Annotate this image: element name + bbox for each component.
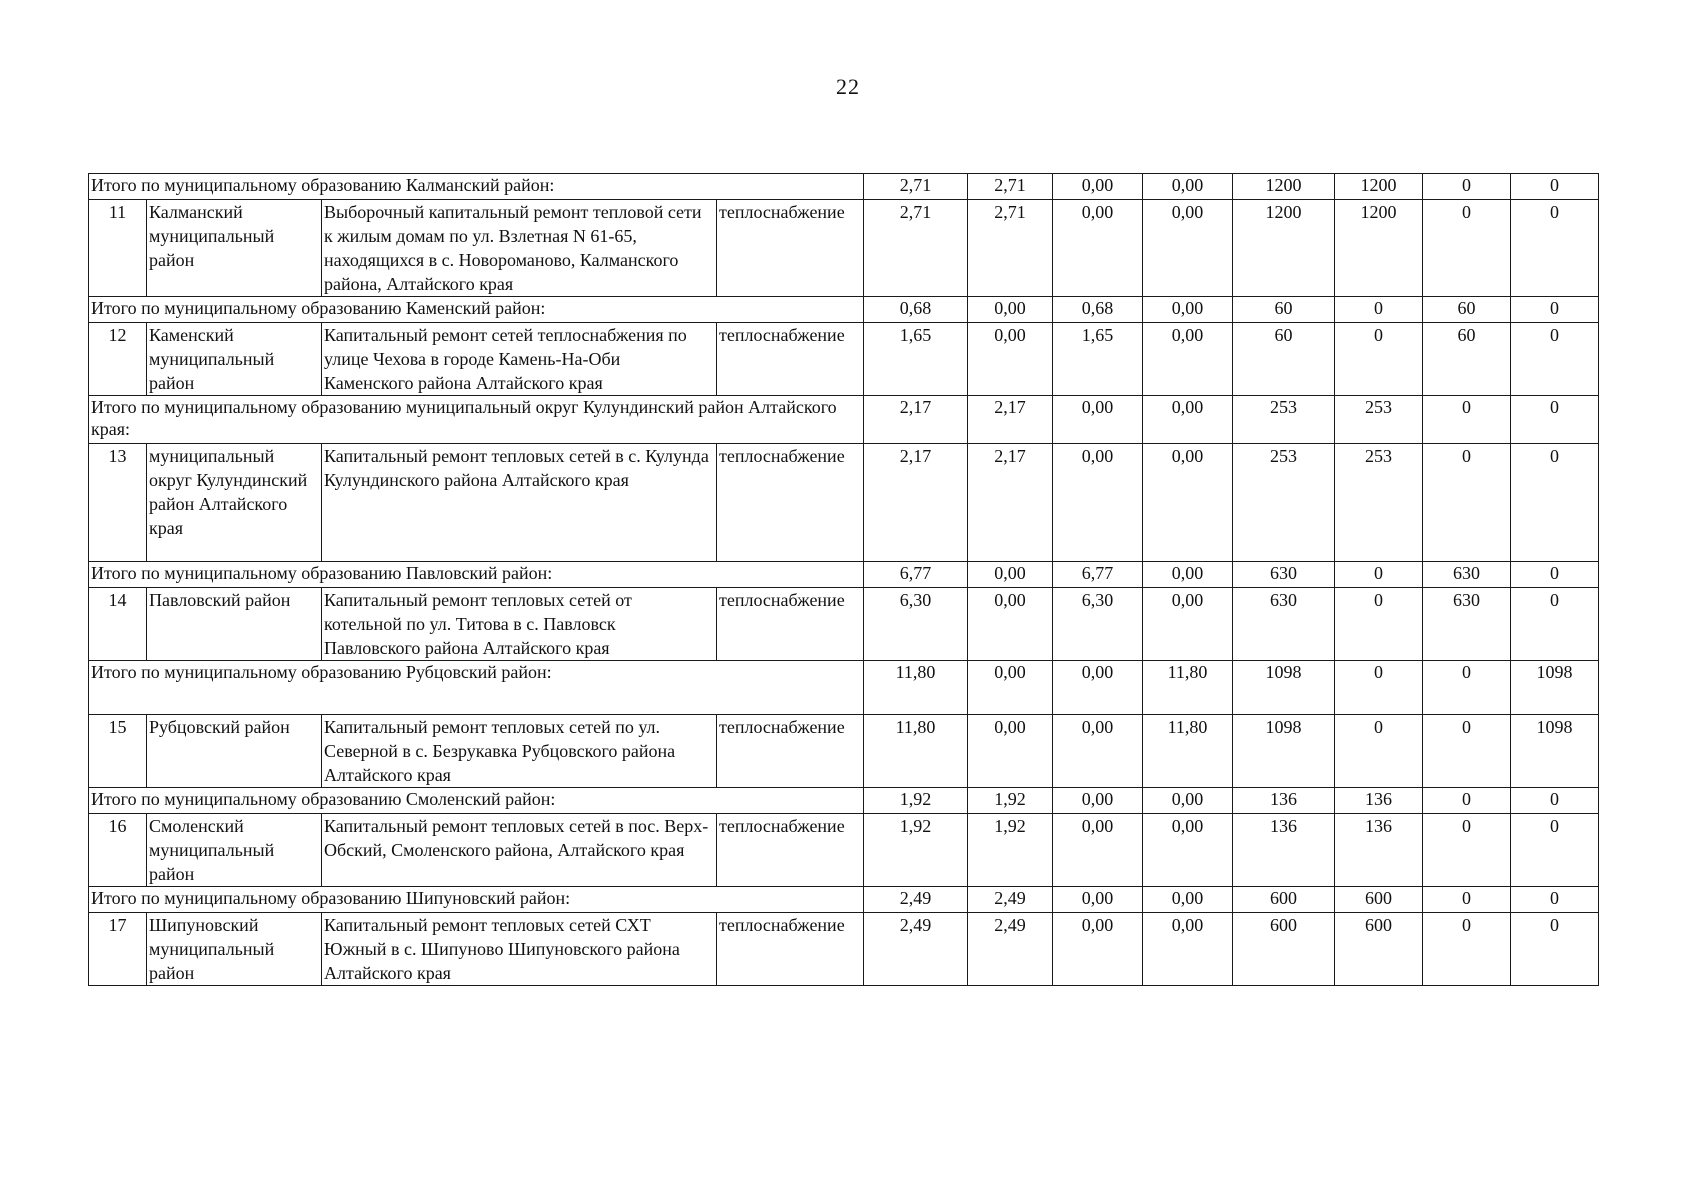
total-value: 2,17 bbox=[864, 396, 968, 444]
total-value: 0,00 bbox=[968, 562, 1053, 588]
total-value: 0,00 bbox=[1143, 788, 1233, 814]
value-cell: 0 bbox=[1511, 200, 1599, 297]
total-label: Итого по муниципальному образованию Смоленский район: bbox=[89, 788, 864, 814]
total-value: 2,17 bbox=[968, 396, 1053, 444]
municipality-cell: муниципальный округ Кулундинский район Алтайского края bbox=[147, 444, 322, 562]
total-value: 60 bbox=[1233, 297, 1335, 323]
total-value: 0 bbox=[1335, 297, 1423, 323]
table-row bbox=[89, 814, 1599, 887]
value-cell: 1,65 bbox=[864, 323, 968, 396]
value-cell: 1098 bbox=[1511, 715, 1599, 788]
total-value: 0,00 bbox=[1143, 887, 1233, 913]
value-cell: 630 bbox=[1423, 588, 1511, 661]
total-value: 0 bbox=[1423, 174, 1511, 200]
total-value: 0,00 bbox=[1143, 396, 1233, 444]
value-cell: 2,49 bbox=[968, 913, 1053, 986]
value-cell: 0 bbox=[1511, 323, 1599, 396]
type-cell: теплоснабжение bbox=[717, 323, 864, 396]
description-cell: Капитальный ремонт сетей теплоснабжения по улице Чехова в городе Камень-На-Оби Каменского района Алтайского края bbox=[322, 323, 717, 396]
total-row bbox=[89, 661, 1599, 715]
total-row bbox=[89, 788, 1599, 814]
municipality-cell: Павловский район bbox=[147, 588, 322, 661]
description-cell: Капитальный ремонт тепловых сетей в с. Кулунда Кулундинского района Алтайского края bbox=[322, 444, 717, 562]
total-value: 0,00 bbox=[968, 297, 1053, 323]
value-cell: 2,71 bbox=[968, 200, 1053, 297]
value-cell: 0 bbox=[1423, 444, 1511, 562]
value-cell: 0,00 bbox=[1143, 588, 1233, 661]
total-value: 0,00 bbox=[1143, 174, 1233, 200]
total-row bbox=[89, 396, 1599, 444]
value-cell: 0 bbox=[1511, 814, 1599, 887]
description-cell: Капитальный ремонт тепловых сетей по ул. Северной в с. Безрукавка Рубцовского района Алтайского края bbox=[322, 715, 717, 788]
total-value: 0,00 bbox=[1053, 788, 1143, 814]
total-value: 0 bbox=[1423, 887, 1511, 913]
value-cell: 0,00 bbox=[1143, 200, 1233, 297]
value-cell: 600 bbox=[1335, 913, 1423, 986]
municipality-cell: Шипуновский муниципальный район bbox=[147, 913, 322, 986]
value-cell: 1,65 bbox=[1053, 323, 1143, 396]
value-cell: 0,00 bbox=[1053, 814, 1143, 887]
value-cell: 2,71 bbox=[864, 200, 968, 297]
total-value: 1,92 bbox=[864, 788, 968, 814]
total-value: 2,71 bbox=[864, 174, 968, 200]
total-value: 253 bbox=[1335, 396, 1423, 444]
table-row bbox=[89, 715, 1599, 788]
value-cell: 0,00 bbox=[1053, 444, 1143, 562]
value-cell: 136 bbox=[1335, 814, 1423, 887]
row-index: 15 bbox=[89, 715, 147, 788]
value-cell: 0,00 bbox=[968, 588, 1053, 661]
value-cell: 0 bbox=[1511, 588, 1599, 661]
total-value: 0 bbox=[1423, 396, 1511, 444]
total-value: 11,80 bbox=[864, 661, 968, 715]
value-cell: 0,00 bbox=[1053, 200, 1143, 297]
total-value: 600 bbox=[1233, 887, 1335, 913]
total-value: 0,68 bbox=[1053, 297, 1143, 323]
total-value: 0,00 bbox=[1053, 396, 1143, 444]
total-value: 0 bbox=[1335, 562, 1423, 588]
value-cell: 0,00 bbox=[1143, 913, 1233, 986]
table-row bbox=[89, 444, 1599, 562]
value-cell: 1200 bbox=[1233, 200, 1335, 297]
total-value: 1200 bbox=[1335, 174, 1423, 200]
total-value: 0 bbox=[1423, 661, 1511, 715]
value-cell: 0 bbox=[1335, 715, 1423, 788]
total-value: 0,00 bbox=[1053, 174, 1143, 200]
type-cell: теплоснабжение bbox=[717, 715, 864, 788]
value-cell: 600 bbox=[1233, 913, 1335, 986]
value-cell: 11,80 bbox=[864, 715, 968, 788]
type-cell: теплоснабжение bbox=[717, 444, 864, 562]
total-value: 0 bbox=[1511, 788, 1599, 814]
municipality-cell: Калманский муниципальный район bbox=[147, 200, 322, 297]
value-cell: 630 bbox=[1233, 588, 1335, 661]
table-row bbox=[89, 913, 1599, 986]
total-label: Итого по муниципальному образованию Калманский район: bbox=[89, 174, 864, 200]
total-value: 630 bbox=[1233, 562, 1335, 588]
total-value: 11,80 bbox=[1143, 661, 1233, 715]
value-cell: 0 bbox=[1511, 913, 1599, 986]
total-value: 0,00 bbox=[1053, 661, 1143, 715]
value-cell: 60 bbox=[1423, 323, 1511, 396]
row-index: 14 bbox=[89, 588, 147, 661]
value-cell: 0,00 bbox=[1053, 715, 1143, 788]
value-cell: 0 bbox=[1423, 814, 1511, 887]
total-value: 1098 bbox=[1233, 661, 1335, 715]
total-value: 0 bbox=[1511, 174, 1599, 200]
total-value: 0 bbox=[1511, 396, 1599, 444]
total-value: 0 bbox=[1511, 297, 1599, 323]
value-cell: 6,30 bbox=[864, 588, 968, 661]
municipality-cell: Рубцовский район bbox=[147, 715, 322, 788]
total-value: 1,92 bbox=[968, 788, 1053, 814]
total-value: 60 bbox=[1423, 297, 1511, 323]
page-number: 22 bbox=[836, 74, 860, 99]
total-value: 2,71 bbox=[968, 174, 1053, 200]
total-value: 253 bbox=[1233, 396, 1335, 444]
value-cell: 0 bbox=[1423, 913, 1511, 986]
municipality-cell: Каменский муниципальный район bbox=[147, 323, 322, 396]
total-value: 6,77 bbox=[864, 562, 968, 588]
total-label: Итого по муниципальному образованию Павловский район: bbox=[89, 562, 864, 588]
description-cell: Капитальный ремонт тепловых сетей в пос. Верх-Обский, Смоленского района, Алтайского края bbox=[322, 814, 717, 887]
value-cell: 0 bbox=[1423, 715, 1511, 788]
value-cell: 60 bbox=[1233, 323, 1335, 396]
value-cell: 0 bbox=[1423, 200, 1511, 297]
value-cell: 0,00 bbox=[1053, 913, 1143, 986]
value-cell: 0 bbox=[1335, 323, 1423, 396]
total-label: Итого по муниципальному образованию Каменский район: bbox=[89, 297, 864, 323]
total-value: 0 bbox=[1511, 562, 1599, 588]
type-cell: теплоснабжение bbox=[717, 200, 864, 297]
description-cell: Выборочный капитальный ремонт тепловой сети к жилым домам по ул. Взлетная N 61-65, находящихся в с. Новороманово, Калманского района, Алтайского края bbox=[322, 200, 717, 297]
value-cell: 1200 bbox=[1335, 200, 1423, 297]
table-row bbox=[89, 323, 1599, 396]
municipality-cell: Смоленский муниципальный район bbox=[147, 814, 322, 887]
description-cell: Капитальный ремонт тепловых сетей от котельной по ул. Титова в с. Павловск Павловского района Алтайского края bbox=[322, 588, 717, 661]
total-label: Итого по муниципальному образованию муниципальный округ Кулундинский район Алтайского края: bbox=[89, 396, 864, 444]
row-index: 13 bbox=[89, 444, 147, 562]
total-value: 0,68 bbox=[864, 297, 968, 323]
budget-table bbox=[88, 173, 1599, 986]
total-value: 0 bbox=[1335, 661, 1423, 715]
value-cell: 0,00 bbox=[968, 715, 1053, 788]
row-index: 11 bbox=[89, 200, 147, 297]
type-cell: теплоснабжение bbox=[717, 814, 864, 887]
total-value: 136 bbox=[1233, 788, 1335, 814]
total-value: 2,49 bbox=[864, 887, 968, 913]
total-value: 1200 bbox=[1233, 174, 1335, 200]
total-row bbox=[89, 887, 1599, 913]
total-value: 6,77 bbox=[1053, 562, 1143, 588]
value-cell: 2,49 bbox=[864, 913, 968, 986]
value-cell: 0,00 bbox=[1143, 814, 1233, 887]
table-row bbox=[89, 588, 1599, 661]
total-value: 136 bbox=[1335, 788, 1423, 814]
value-cell: 2,17 bbox=[864, 444, 968, 562]
total-value: 0,00 bbox=[1143, 562, 1233, 588]
total-row bbox=[89, 297, 1599, 323]
type-cell: теплоснабжение bbox=[717, 588, 864, 661]
total-value: 630 bbox=[1423, 562, 1511, 588]
total-label: Итого по муниципальному образованию Рубцовский район: bbox=[89, 661, 864, 715]
value-cell: 136 bbox=[1233, 814, 1335, 887]
value-cell: 11,80 bbox=[1143, 715, 1233, 788]
value-cell: 6,30 bbox=[1053, 588, 1143, 661]
total-value: 0,00 bbox=[968, 661, 1053, 715]
total-value: 0,00 bbox=[1143, 297, 1233, 323]
total-value: 1098 bbox=[1511, 661, 1599, 715]
total-label: Итого по муниципальному образованию Шипуновский район: bbox=[89, 887, 864, 913]
total-value: 2,49 bbox=[968, 887, 1053, 913]
value-cell: 1,92 bbox=[968, 814, 1053, 887]
total-row bbox=[89, 174, 1599, 200]
total-value: 0 bbox=[1423, 788, 1511, 814]
value-cell: 253 bbox=[1233, 444, 1335, 562]
total-value: 600 bbox=[1335, 887, 1423, 913]
description-cell: Капитальный ремонт тепловых сетей СХТ Южный в с. Шипуново Шипуновского района Алтайского края bbox=[322, 913, 717, 986]
table-row bbox=[89, 200, 1599, 297]
row-index: 12 bbox=[89, 323, 147, 396]
total-value: 0,00 bbox=[1053, 887, 1143, 913]
value-cell: 1,92 bbox=[864, 814, 968, 887]
value-cell: 0,00 bbox=[968, 323, 1053, 396]
value-cell: 1098 bbox=[1233, 715, 1335, 788]
value-cell: 253 bbox=[1335, 444, 1423, 562]
value-cell: 0,00 bbox=[1143, 444, 1233, 562]
value-cell: 0 bbox=[1511, 444, 1599, 562]
value-cell: 2,17 bbox=[968, 444, 1053, 562]
total-row bbox=[89, 562, 1599, 588]
type-cell: теплоснабжение bbox=[717, 913, 864, 986]
total-value: 0 bbox=[1511, 887, 1599, 913]
row-index: 16 bbox=[89, 814, 147, 887]
table-body bbox=[89, 174, 1599, 986]
value-cell: 0,00 bbox=[1143, 323, 1233, 396]
value-cell: 0 bbox=[1335, 588, 1423, 661]
row-index: 17 bbox=[89, 913, 147, 986]
